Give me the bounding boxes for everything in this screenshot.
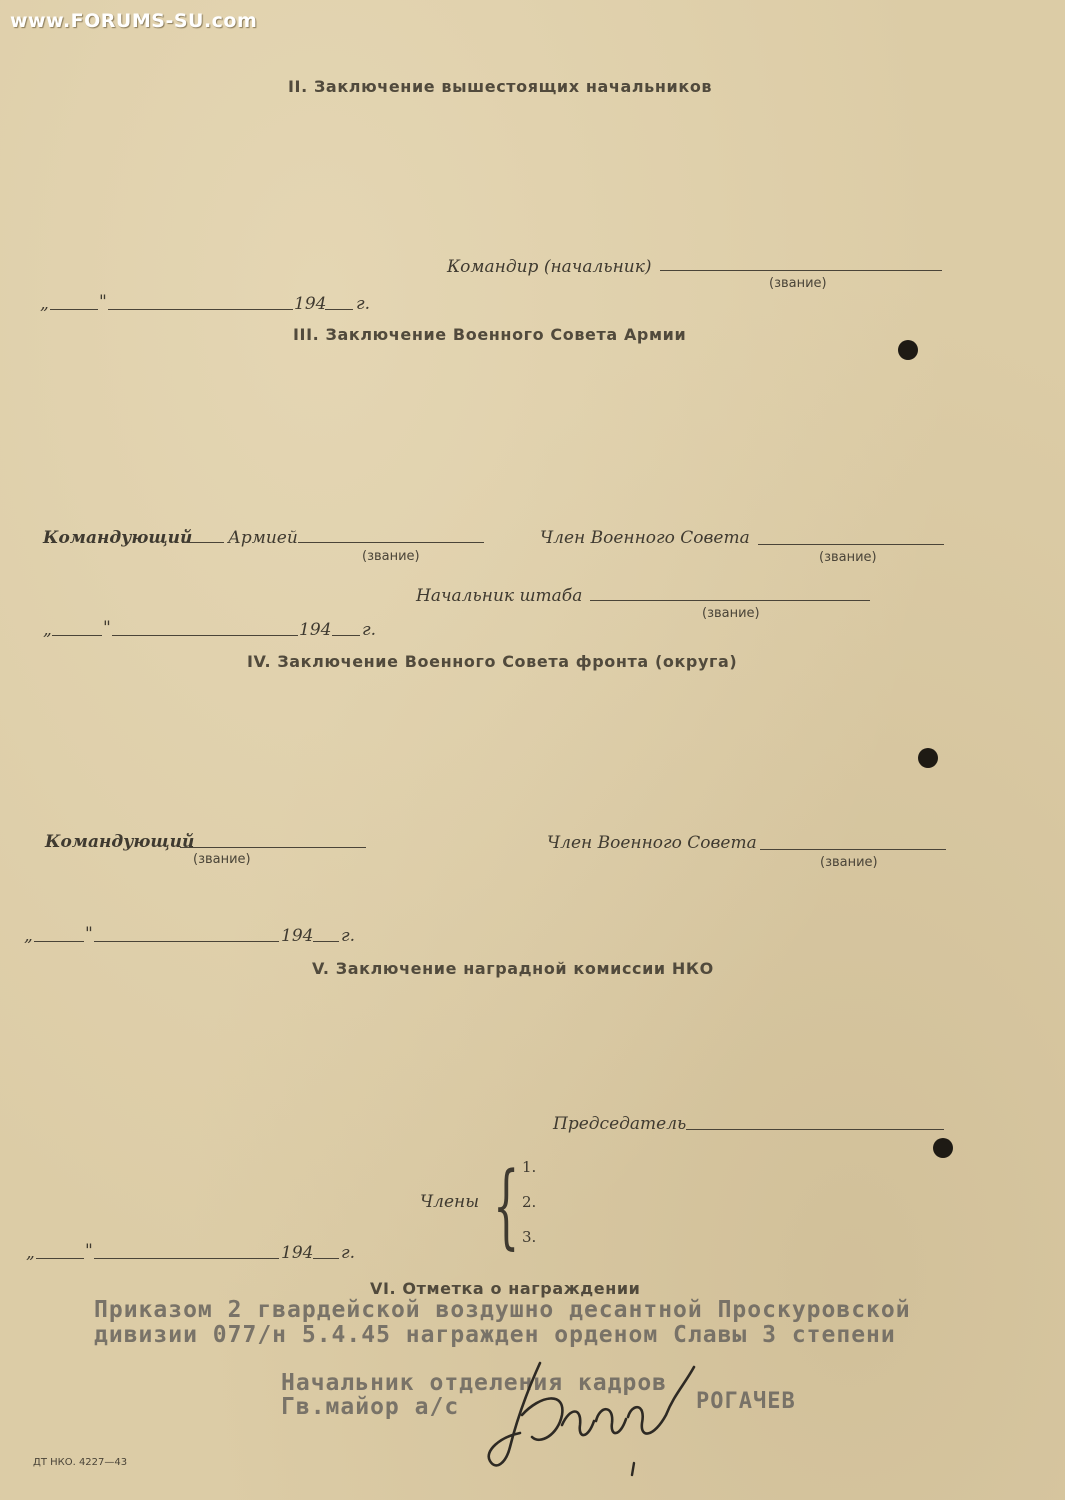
date-close-quote: " bbox=[103, 618, 111, 638]
date-year-suffix: г. bbox=[362, 620, 376, 640]
front-commander-line bbox=[180, 847, 366, 848]
section-2-heading: II. Заключение вышестоящих начальников bbox=[288, 77, 713, 96]
front-commander-label: Командующий bbox=[45, 832, 195, 852]
date-year-suffix: г. bbox=[341, 1243, 355, 1263]
date-open-quote: „ bbox=[43, 620, 52, 640]
typed-award-line-2: дивизии 077/н 5.4.45 награжден орденом Славы 3 степени bbox=[94, 1322, 896, 1348]
army-commander-label: Командующий bbox=[43, 528, 193, 548]
date-year-line bbox=[313, 941, 339, 942]
date-year-line bbox=[325, 309, 353, 310]
rank-caption: (звание) bbox=[819, 550, 877, 565]
date-month-line bbox=[94, 941, 279, 942]
form-footer: ДТ НКО. 4227—43 bbox=[33, 1457, 128, 1468]
date-open-quote: „ bbox=[26, 1243, 35, 1263]
date-year-line bbox=[332, 635, 360, 636]
typed-award-line-1: Приказом 2 гвардейской воздушно десантной Проскуровской bbox=[94, 1297, 911, 1323]
rank-caption: (звание) bbox=[820, 855, 878, 870]
commander-rank-line bbox=[660, 270, 942, 271]
army-label: Армией bbox=[228, 528, 298, 548]
rank-caption: (звание) bbox=[362, 549, 420, 564]
punch-hole bbox=[898, 340, 918, 360]
member-number: 1. bbox=[522, 1158, 537, 1176]
member-number: 2. bbox=[522, 1193, 537, 1211]
date-day-line bbox=[50, 309, 98, 310]
date-year: 194 bbox=[299, 620, 332, 640]
rank-caption: (звание) bbox=[769, 276, 827, 291]
date-open-quote: „ bbox=[24, 926, 33, 946]
commander-label: Командир (начальник) bbox=[447, 257, 652, 277]
punch-hole bbox=[918, 748, 938, 768]
date-year-suffix: г. bbox=[341, 926, 355, 946]
section-5-heading: V. Заключение наградной комиссии НКО bbox=[312, 959, 714, 978]
army-rank-line bbox=[298, 542, 484, 543]
section-3-heading: III. Заключение Военного Совета Армии bbox=[293, 325, 687, 344]
section-6-heading: VI. Отметка о награждении bbox=[370, 1279, 641, 1298]
date-open-quote: „ bbox=[40, 294, 49, 314]
date-close-quote: " bbox=[99, 292, 107, 312]
rank-caption: (звание) bbox=[702, 606, 760, 621]
chief-of-staff-line bbox=[590, 600, 870, 601]
members-brace: { bbox=[493, 1152, 520, 1259]
date-day-line bbox=[52, 635, 102, 636]
chief-of-staff-label: Начальник штаба bbox=[416, 586, 583, 606]
date-year: 194 bbox=[294, 294, 327, 314]
members-label: Члены bbox=[420, 1192, 480, 1212]
date-day-line bbox=[34, 941, 84, 942]
date-year-suffix: г. bbox=[356, 294, 370, 314]
section-4-heading: IV. Заключение Военного Совета фронта (округа) bbox=[247, 652, 738, 671]
member-number: 3. bbox=[522, 1228, 537, 1246]
date-close-quote: " bbox=[85, 924, 93, 944]
date-close-quote: " bbox=[85, 1241, 93, 1261]
typed-signatory-rank: Гв.майор а/с bbox=[281, 1394, 460, 1420]
date-year-line bbox=[313, 1258, 339, 1259]
chairman-line bbox=[686, 1129, 944, 1130]
punch-hole bbox=[933, 1138, 953, 1158]
handwritten-signature bbox=[470, 1355, 700, 1480]
council-member-label: Член Военного Совета bbox=[540, 528, 750, 548]
front-council-member-line bbox=[760, 849, 946, 850]
date-month-line bbox=[112, 635, 298, 636]
typed-signatory-name: РОГАЧЕВ bbox=[696, 1389, 796, 1414]
date-month-line bbox=[108, 309, 293, 310]
date-month-line bbox=[94, 1258, 279, 1259]
chairman-label: Председатель bbox=[553, 1114, 687, 1134]
army-commander-line bbox=[182, 542, 224, 543]
typed-signatory-title: Начальник отделения кадров bbox=[281, 1370, 668, 1396]
watermark: www.FORUMS-SU.com bbox=[10, 10, 258, 32]
rank-caption: (звание) bbox=[193, 852, 251, 867]
council-member-line bbox=[758, 544, 944, 545]
date-year: 194 bbox=[281, 1243, 314, 1263]
date-day-line bbox=[36, 1258, 84, 1259]
date-year: 194 bbox=[281, 926, 314, 946]
front-council-member-label: Член Военного Совета bbox=[547, 833, 757, 853]
